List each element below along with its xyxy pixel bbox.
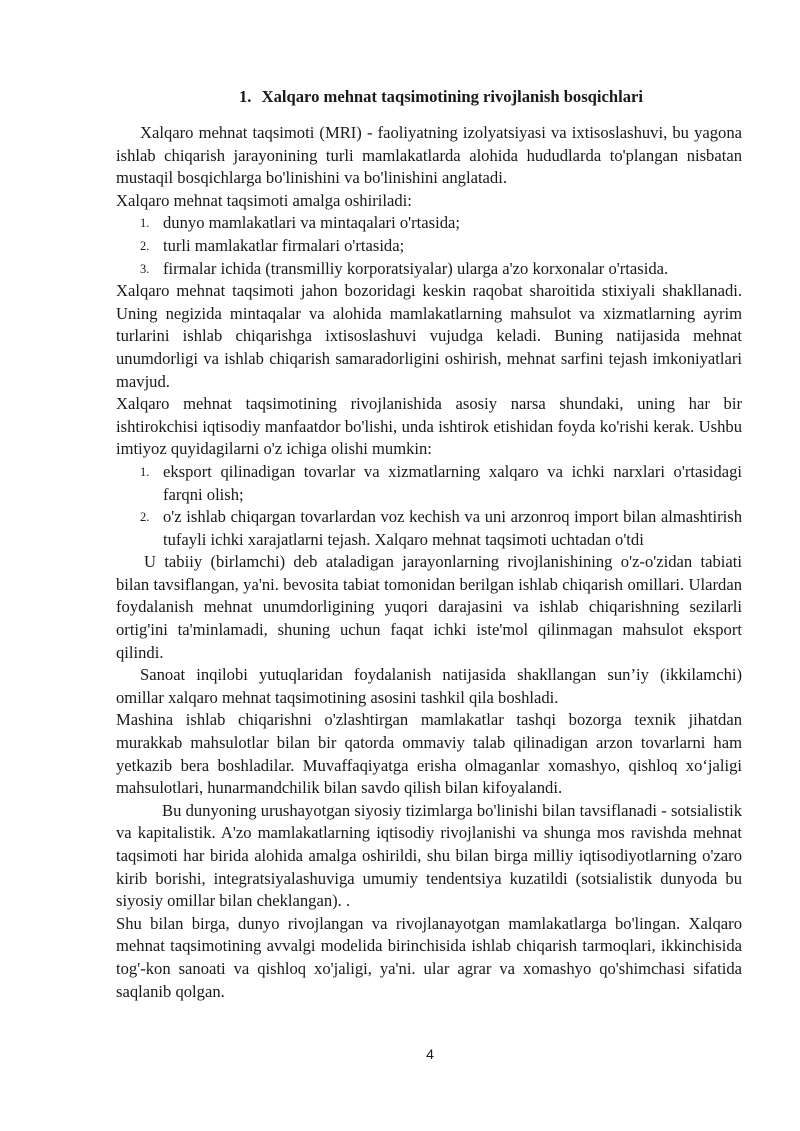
list-marker: 2.: [140, 238, 150, 253]
paragraph-political-systems: Bu dunyoning urushayotgan siyosiy tizimlarga bo'linishi bilan tavsiflanadi - sotsialistik va kapitalistik. A'zo mamlakatlarning iqtisodiy rivojlanishi va shunga mos ravishda mehnat taqsimoti har birida alohida amalga oshirildi, shu bilan birga milliy iqtisodiyotlarning o'zaro kirib borishi, integratsiyalashuviga umumiy tendentsiya kuzatildi (sotsialistik dunyoda bu siyosiy omillar bilan cheklangan). .: [116, 800, 742, 911]
paragraph-stage-industrial: Sanoat inqilobi yutuqlaridan foydalanish natijasida shakllangan sun’iy (ikkilamchi) omillar xalqaro mehnat taqsimotining asosini tashkil qila boshladi.: [116, 665, 742, 707]
section-heading: [116, 86, 742, 108]
paragraph-developed-developing: Shu bilan birga, dunyo rivojlangan va rivojlanayotgan mamlakatlarga bo'lingan. Xalqaro mehnat taqsimotining avvalgi modelida birinchisida ishlab chiqarish tarmoqlari, ikkinchisida tog'-kon sanoati va qishloq xo'jaligi, ya'ni. ular agrar va xomashyo qo'shimchasi sifatida saqlanib qolgan.: [116, 913, 742, 1001]
paragraph-stage-natural: U tabiiy (birlamchi) deb ataladigan jarayonlarning rivojlanishining o'z-o'zidan tabiati bilan tavsiflangan, ya'ni. bevosita tabiat tomonidan berilgan ishlab chiqarish omillari. Ulardan foydalanish mehnat unumdorligining yuqori darajasini va ishlab chiqarishning sezilarli ortig'ini ta'minlamadi, shuning uchun faqat ichki iste'mol qilinmagan mahsulot eksport qilindi.: [116, 552, 742, 662]
list-item: [116, 461, 742, 506]
paragraph-machine-production: Mashina ishlab chiqarishni o'zlashtirgan mamlakatlar tashqi bozorga texnik jihatdan murakkab mahsulotlar bilan bir qatorda ommaviy talab qilinadigan arzon tovarlarni ham yetkazib bera boshladilar. Muvaffaqiyatga erisha olmaganlar xomashyo, qishloq xo‘jaligi mahsulotlari, hunarmandchilik bilan savdo qilish bilan kifoyalandi.: [116, 710, 742, 798]
paragraph-definition: Xalqaro mehnat taqsimoti (MRI) - faoliyatning izolyatsiyasi va ixtisoslashuvi, bu yagona ishlab chiqarish jarayonining turli mamlakatlarda alohida hududlarda to'plangan nisbatan mustaqil bosqichlarga bo'linishini va bo'linishini anglatadi.: [116, 123, 742, 188]
list-item-text: o'z ishlab chiqargan tovarlardan voz kechish va uni arzonroq import bilan almashtirish tufayli ichki xarajatlarni tejash. Xalqaro mehnat taqsimoti uchtadan o'tdi: [163, 507, 742, 549]
list-item-text: eksport qilinadigan tovarlar va xizmatlarning xalqaro va ichki narxlari o'rtasidagi farqni olish;: [163, 461, 742, 504]
paragraph-benefits: Xalqaro mehnat taqsimotining rivojlanishida asosiy narsa shundaki, uning har bir ishtirokchisi iqtisodiy manfaatdor bo'lishi, unda ishtirok etishidan foyda ko'rishi kerak. Ushbu imtiyoz quyidagilarni o'z ichiga olishi mumkin:: [116, 394, 742, 459]
list-item: [116, 258, 742, 281]
list-marker: 1.: [140, 216, 150, 231]
paragraph-formation: Xalqaro mehnat taqsimoti jahon bozoridagi keskin raqobat sharoitida stixiyali shakllanadi. Uning negizida mintaqalar va alohida mamlakatlarning mahsulot va xizmatlarning ayrim turlarini ishlab chiqarishga ixtisoslashuvi vujudga keladi. Buning natijasida mehnat unumdorligi va ishlab chiqarish samaradorligini oshirish, mehnat sarfini tejash imkoniyatlari mavjud.: [116, 281, 742, 391]
list-item-text: turli mamlakatlar firmalari o'rtasida;: [163, 235, 405, 255]
list-item-text: firmalar ichida (transmilliy korporatsiyalar) ularga a'zo korxonalar o'rtasida.: [163, 258, 669, 278]
list-marker: 1.: [140, 464, 150, 479]
list-item: [116, 235, 742, 258]
page-number: 4: [426, 1046, 434, 1062]
document-page: [116, 86, 742, 1003]
paragraph-list-intro: Xalqaro mehnat taqsimoti amalga oshiriladi:: [116, 190, 412, 210]
levels-list: [116, 212, 742, 280]
list-item: [116, 506, 742, 551]
section-number: 1.: [238, 87, 252, 106]
list-marker: 2.: [140, 510, 150, 525]
benefits-list: [116, 461, 742, 551]
list-item: [116, 212, 742, 235]
list-item-text: dunyo mamlakatlari va mintaqalari o'rtasida;: [163, 213, 460, 233]
list-marker: 3.: [140, 261, 150, 276]
section-title: Xalqaro mehnat taqsimotining rivojlanish bosqichlari: [261, 87, 643, 106]
